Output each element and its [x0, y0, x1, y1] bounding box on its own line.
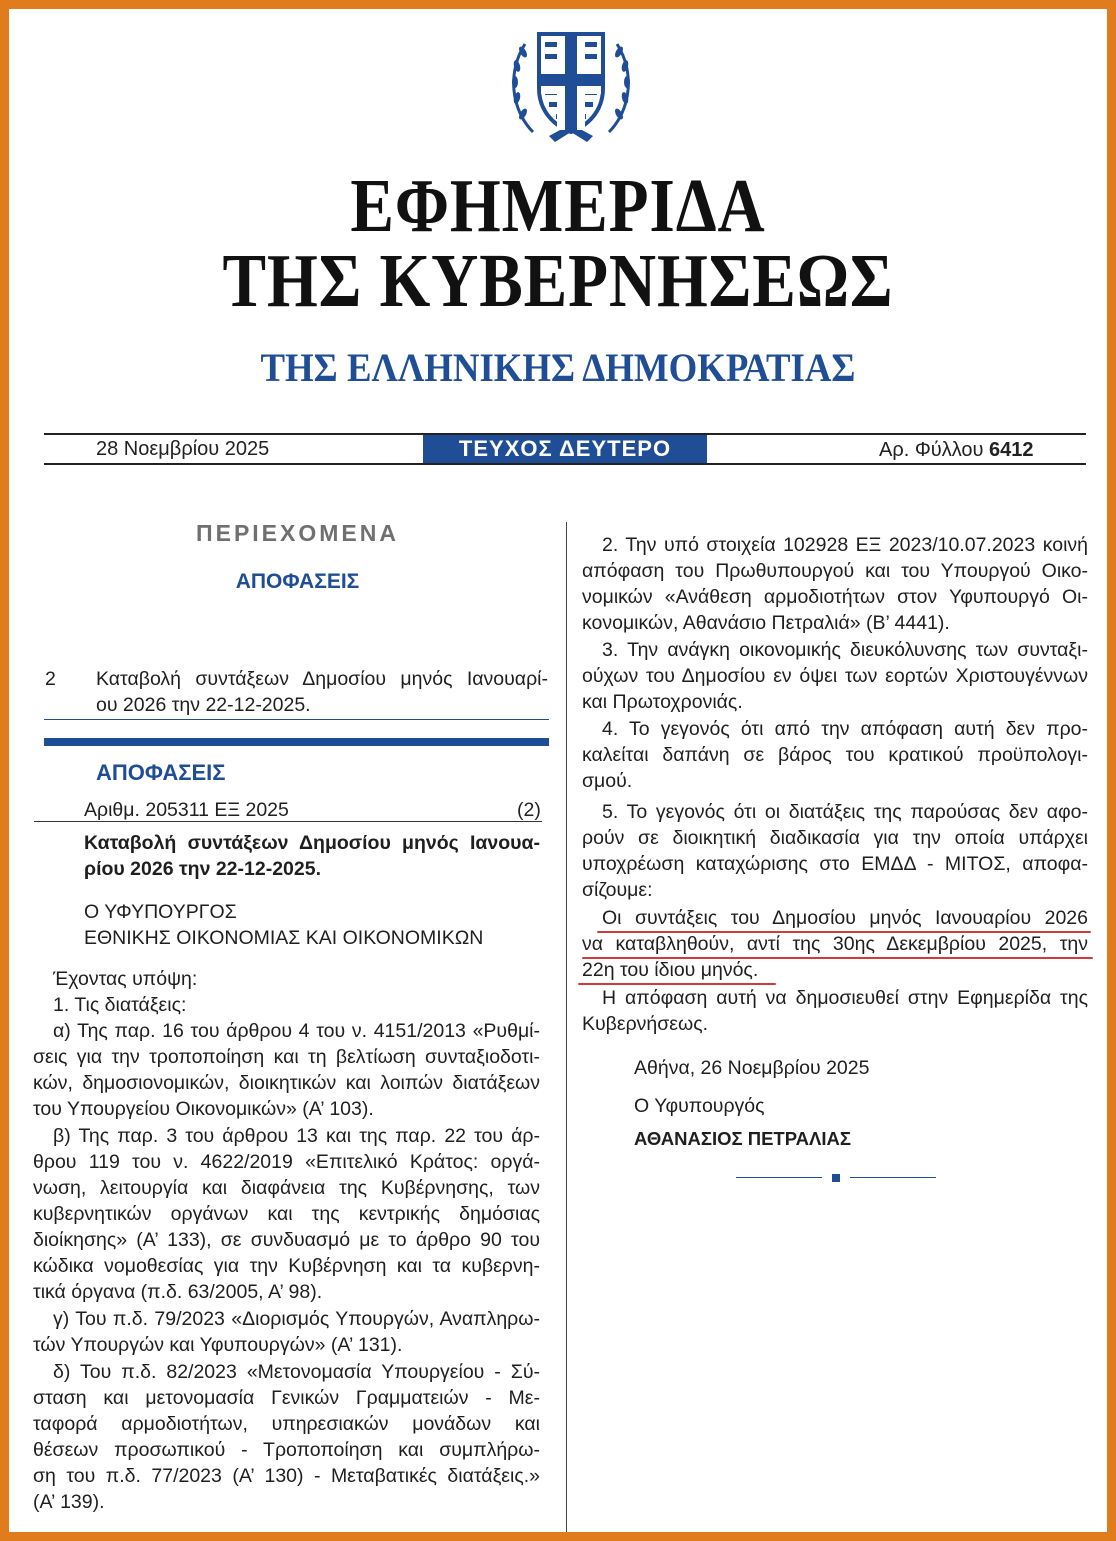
body-line: β) Της παρ. 3 του άρθρου 13 και της παρ. 22 του άρ- [53, 1125, 540, 1147]
authority-line: ΕΘΝΙΚΗΣ ΟΙΚΟΝΟΜΙΑΣ ΚΑΙ ΟΙΚΟΝΟΜΙΚΩΝ [84, 927, 484, 949]
body-line: δ) Του π.δ. 82/2023 «Μετονομασία Υπουργείου - Σύ- [53, 1361, 540, 1383]
issue-date: 28 Νοεμβρίου 2025 [96, 438, 270, 460]
body-line: 2. Την υπό στοιχεία 102928 ΕΞ 2023/10.07.2023 κοινή [602, 534, 1088, 556]
decision-number-rule [34, 821, 542, 822]
body-line: τών Υπουργών και Υφυπουργών» (Α’ 131). [33, 1334, 403, 1356]
place-date: Αθήνα, 26 Νοεμβρίου 2025 [634, 1057, 870, 1079]
contents-subtitle: ΑΠΟΦΑΣΕΙΣ [235, 570, 360, 593]
end-rule-left [736, 1177, 822, 1178]
body-line: ούχων του Δημοσίου εν όψει των εορτών Χριστουγέννων [582, 665, 1088, 687]
body-item1: 1. Τις διατάξεις: [53, 994, 187, 1016]
body-line: και Πρωτοχρονιάς. [582, 691, 743, 713]
body-line: 3. Την ανάγκη οικονομικής διευκόλυνσης των συνταξι- [602, 639, 1088, 661]
body-line: γ) Του π.δ. 79/2023 «Διορισμός Υπουργών, Αναπληρω- [53, 1308, 540, 1330]
toc-item-number: 2 [45, 668, 56, 690]
signer-name: ΑΘΑΝΑΣΙΟΣ ΠΕΤΡΑΛΙΑΣ [634, 1128, 851, 1149]
body-line: κυβερνητικών οργάνων και της κεντρικής δημόσιας [33, 1203, 540, 1225]
body-line: θρου 119 του ν. 4622/2019 «Επιτελικό Κράτος: οργά- [33, 1151, 540, 1173]
toc-item-line[interactable]: Καταβολή συντάξεων Δημοσίου μηνός Ιανουαρί- [96, 668, 548, 690]
masthead-subtitle: ΤΗΣ ΕΛΛΗΝΙΚΗΣ ΔΗΜΟΚΡΑΤΙΑΣ [260, 345, 856, 390]
body-line: νωση, λειτουργία και διαφάνεια της Κυβέρνησης, των [33, 1177, 540, 1199]
sheet-number-value: 6412 [989, 439, 1034, 461]
body-line: καλείται δαπάνη σε βάρος του κρατικού προϋπολογι- [582, 744, 1088, 766]
issue-label: ΤΕΥΧΟΣ ΔΕΥΤΕΡΟ [423, 435, 707, 463]
body-line: του Υπουργείου Οικονομικών» (Α’ 103). [33, 1098, 374, 1120]
sheet-number-label: Αρ. Φύλλου [879, 439, 990, 461]
body-line: νομικών «Ανάθεση αρμοδιοτήτων στον Υφυπουργό Οι- [582, 586, 1088, 608]
body-line: 4. Το γεγονός ότι από την απόφαση αυτή δεν προ- [602, 718, 1088, 740]
decision-title-line: Καταβολή συντάξεων Δημοσίου μηνός Ιανουα- [84, 832, 540, 854]
decision-text-line: Οι συντάξεις του Δημοσίου μηνός Ιανουαρίου 2026 [602, 907, 1088, 929]
body-line: σταση και μετονομασία Γενικών Γραμματειών - Με- [33, 1387, 540, 1409]
body-line: τικά όργανα (π.δ. 63/2005, Α’ 98). [33, 1281, 323, 1303]
body-line: σμού. [582, 770, 633, 792]
column-divider [566, 522, 567, 1532]
body-line: α) Της παρ. 16 του άρθρου 4 του ν. 4151/2013 «Ρυθμί- [53, 1020, 540, 1042]
body-line: διοίκησης» (Α’ 133), σε συνδυασμό με το άρθρο 90 του [33, 1229, 540, 1251]
body-line: Η απόφαση αυτή να δημοσιευθεί στην Εφημερίδα της [602, 987, 1088, 1009]
body-line: κών, δημοσιονομικών, διοικητικών και λοιπών διατάξεων [33, 1072, 540, 1094]
body-line: ρούν σε διοικητική διαδικασία για την οποία υπάρχει [582, 827, 1088, 849]
decision-number: Αριθμ. 205311 ΕΞ 2025 [84, 799, 289, 821]
end-rule-right [850, 1177, 936, 1178]
body-intro: Έχοντας υπόψη: [53, 968, 198, 990]
sheet-number [879, 439, 1034, 462]
decision-title-line: ρίου 2026 την 22-12-2025. [84, 858, 321, 880]
authority-line: Ο ΥΦΥΠΟΥΡΓΟΣ [84, 901, 237, 923]
body-line: κώδικα νομοθεσίας για την Κυβέρνηση και τα κυβερνη- [33, 1255, 540, 1277]
contents-title: ΠΕΡΙΕΧΟΜΕΝΑ [196, 520, 399, 546]
decision-text-line: να καταβληθούν, αντί της 30ης Δεκεμβρίου 2025, την [582, 933, 1088, 955]
body-line: κονομικών, Αθανάσιο Πετραλιά» (Β’ 4441). [582, 612, 950, 634]
toc-item-line[interactable]: ου 2026 την 22-12-2025. [96, 694, 311, 716]
body-line: θέσεων προσωπικού - Τροποποίηση και συμπλήρω- [33, 1439, 540, 1461]
decision-ref: (2) [517, 799, 541, 821]
body-line: σίζουμε: [582, 879, 653, 901]
body-line: σεις για την τροποποίηση και τη βελτίωση συνταξιοδοτι- [33, 1046, 540, 1068]
header-bottom-rule [44, 463, 1086, 465]
body-line: ταφορά αρμοδιοτήτων, υπηρεσιακών μονάδων και [33, 1413, 540, 1435]
decision-text-line: 22η του ίδιου μηνός. [582, 959, 759, 981]
toc-rule [44, 719, 549, 720]
body-line: Κυβερνήσεως. [582, 1013, 709, 1035]
decisions-heading: ΑΠΟΦΑΣΕΙΣ [96, 760, 226, 785]
signer-role: Ο Υφυπουργός [634, 1095, 765, 1117]
body-line: απόφαση του Πρωθυπουργού και του Υπουργού Οικο- [582, 560, 1088, 582]
body-line: 5. Το γεγονός ότι οι διατάξεις της παρούσας δεν αφο- [602, 801, 1088, 823]
body-line: ση του π.δ. 77/2023 (Α’ 130) - Μεταβατικές διατάξεις.» [33, 1465, 540, 1487]
end-mark-icon [832, 1174, 840, 1182]
greek-coat-of-arms-icon [503, 14, 639, 160]
masthead-title-line1: ΕΦΗΜΕΡΙΔΑ [350, 164, 766, 248]
body-line: υποχρέωση καταχώρισης στο ΕΜΔΔ - ΜΙΤΟΣ, αποφα- [582, 853, 1088, 875]
body-line: (Α’ 139). [33, 1491, 105, 1513]
section-bar [44, 738, 549, 746]
masthead-title-line2: ΤΗΣ ΚΥΒΕΡΝΗΣΕΩΣ [222, 239, 894, 323]
